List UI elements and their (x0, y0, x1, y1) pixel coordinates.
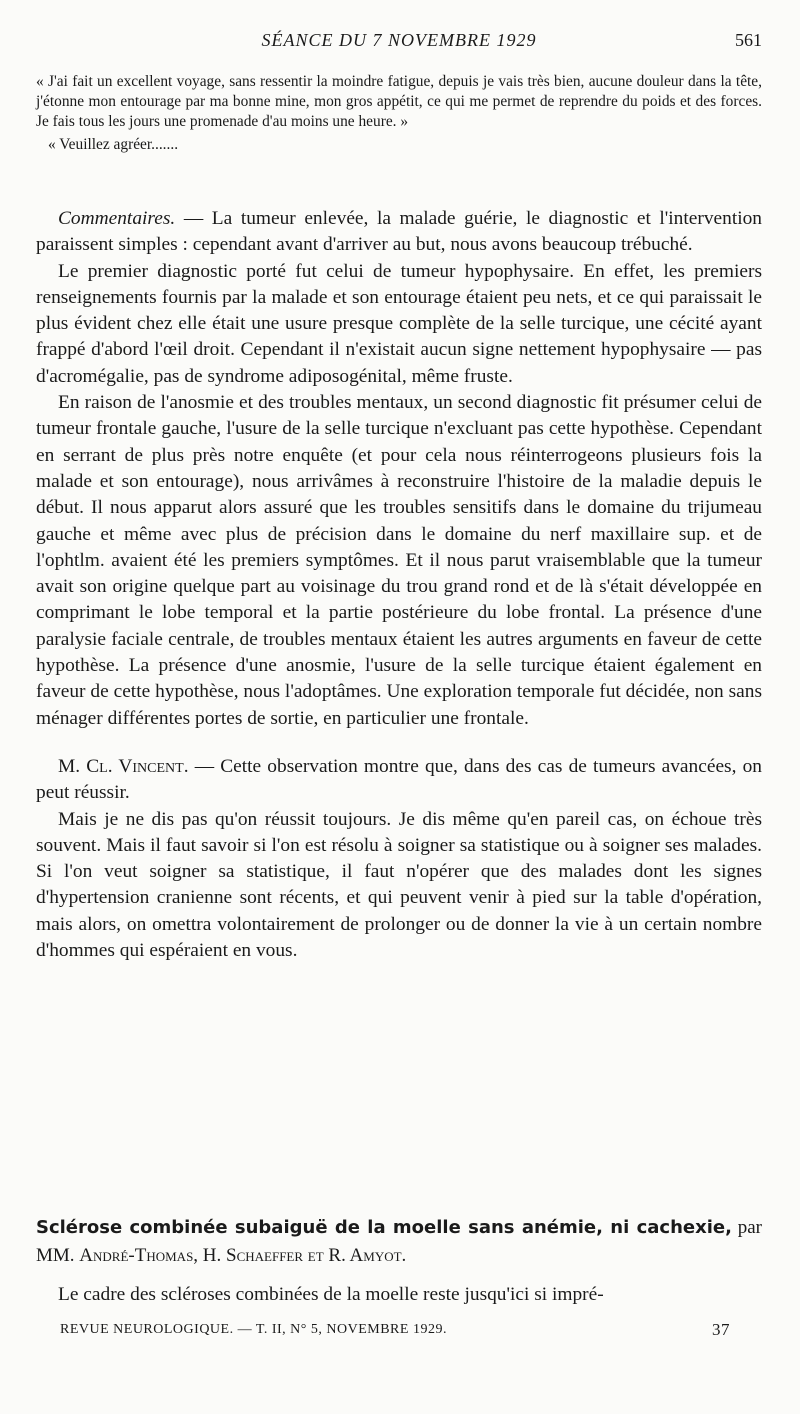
commentaires-paragraph-3: En raison de l'anosmie et des troubles mentaux, un second diagnostic fit présumer celui de tumeur frontale gauche, l'usure de la selle turcique n'excluant pas cette hypothèse. Cependant en serrant de plus près notre enquête (et pour cela nous réinterrogeons plusieurs fois la malade et son entourage), nous arrivâmes à reconstruire l'histoire de la maladie depuis le début. Il nous apparut alors assuré que les troubles sensitifs dans le domaine du trijumeau gauche et même avec plus de précision dans le domaine du nerf maxillaire sup. et de l'ophtlm. avaient été les premiers symptômes. Et il nous parut vraisemblable que la tumeur avait son origine quelque part au voisinage du trou grand rond et de là s'était développée en comprimant le lobe temporal et la partie postérieure du lobe frontal. La présence d'une paralysie faciale centrale, de troubles mentaux étaient les autres arguments en faveur de cette hypothèse. La présence d'une anosmie, l'usure de la selle turcique étaient également en faveur de cette hypothèse, nous l'adoptâmes. Une exploration temporale fut décidée, non sans ménager différentes portes de sortie, en particulier une frontale. (36, 392, 762, 729)
section-gap (36, 732, 762, 754)
vincent-text-1: — Cette observation montre que, dans des cas de tumeurs avancées, on peut réussir. (36, 755, 762, 804)
article-title-text: Sclérose combinée subaiguë de la moelle sans anémie, ni cachexie, (36, 1217, 732, 1238)
running-header (36, 30, 762, 56)
page-number: 561 (735, 30, 762, 50)
commentaires-paragraph-2: Le premier diagnostic porté fut celui de tumeur hypophysaire. En effet, les premiers renseignements fournis par la malade et son entourage étaient peu nets, et ce qui paraissait le plus évident chez elle était une usure presque complète de la selle turcique, une cécité ayant frappé d'abord l'œil droit. Cependant il n'existait aucun signe nettement hypophysaire — pas d'acromégalie, pas de syndrome adiposogénital, même fruste. (36, 260, 762, 387)
commentaires-text-1: — La tumeur enlevée, la malade guérie, le diagnostic et l'intervention paraissent simples : cependant avant d'arriver au but, nous avons beaucoup trébuché. (36, 208, 762, 256)
article-authors: André-Thomas, H. Schaeffer et R. Amyot. (79, 1245, 407, 1266)
page-footer (60, 1322, 760, 1344)
vincent-paragraph-1 (36, 754, 762, 807)
letter-text: « J'ai fait un excellent voyage, sans ressentir la moindre fatigue, depuis je vais très bien, aucune douleur dans la tête, j'étonne mon entourage par ma bonne mine, mon gros appétit, ce qui me permet de reprendre du poids et des forces. Je fais tous les jours une promenade d'au moins une heure. » (36, 73, 762, 131)
commentaires-paragraph-1 (36, 206, 762, 259)
commentaires-label: Commentaires. (58, 208, 176, 229)
article-first-line: Le cadre des scléroses combinées de la moelle reste jusqu'ici si impré- (58, 1284, 604, 1305)
letter-closing: « Veuillez agréer....... (48, 135, 179, 153)
article-title (36, 1214, 762, 1270)
main-text (36, 206, 762, 964)
authors-prefix: par MM. (36, 1217, 762, 1266)
speaker-name: M. Cl. Vincent. (58, 755, 189, 777)
vincent-paragraph-2: Mais je ne dis pas qu'on réussit toujours. Je dis même qu'en pareil cas, on échoue très souvent. Mais il faut savoir si l'on est résolu à soigner sa statistique ou à soigner ses malades. Si l'on veut soigner sa statistique, il faut n'opérer que des malades dont les signes d'hypertension cranienne sont récents, et qui peuvent venir à pied sur la table d'opération, mais alors, on omettra volontairement de prolonger ou de donner la vie à un certain nombre d'hommes qui espéraient en vous. (36, 808, 762, 962)
quoted-letter (36, 72, 762, 155)
header-title: SÉANCE DU 7 NOVEMBRE 1929 (261, 30, 537, 50)
journal-citation: REVUE NEUROLOGIQUE. — T. II, N° 5, NOVEMBRE 1929. (60, 1322, 447, 1337)
signature-number: 37 (712, 1320, 730, 1339)
